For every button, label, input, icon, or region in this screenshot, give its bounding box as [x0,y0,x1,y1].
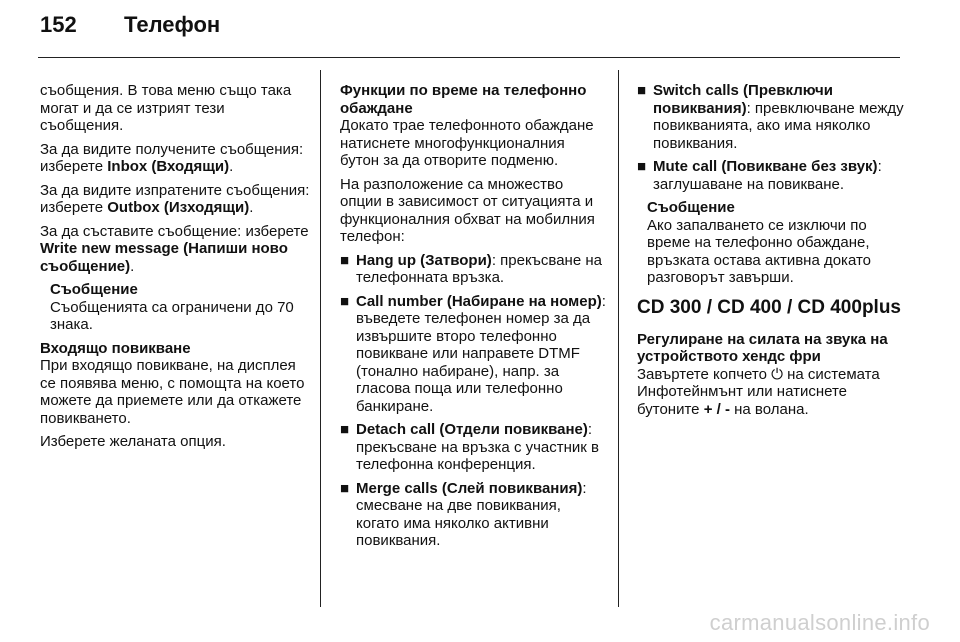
bullet-icon: ■ [340,421,350,438]
list-item [637,82,905,152]
text: на системата Инфотейнмънт или натиснете бутоните [637,365,880,418]
watermark: carmanualsonline.info [709,610,930,635]
subheading-call-functions: Функции по време на телефонно обаждане [340,82,587,117]
bullet-icon: ■ [340,292,350,310]
paragraph: За да съставите съобщение: изберете Write new message (Напиши ново съобщение). [40,222,309,275]
option-desc: : заглушаване на повикване. [653,158,882,193]
note-box [637,199,905,287]
option-name: Detach call (Отдели повикване) [356,421,588,438]
menu-option-outbox: Outbox (Изходящи) [107,199,250,216]
option-desc: : прекъсване на телефонната връзка. [356,251,602,286]
page-title: Телефон [124,12,221,37]
paragraph: При входящо повикване, на дисплея се появява меню, с помощта на което можете да приемете или да откажете повикването. [40,357,305,427]
option-name: Hang up (Затвори) [356,251,492,269]
option-desc: : превключване между повикванията, ако има няколко повиквания. [653,99,904,152]
bullet-icon: ■ [340,251,350,269]
paragraph: На разположение са множество опции в зависимост от ситуацията и функционалния обхват на мобилния телефон: [340,175,595,245]
paragraph [637,366,905,419]
paragraph: съобщения. В това меню също така могат и да се изтрият тези съобщения. [40,82,292,134]
list-item [637,158,905,193]
column-1 [40,82,312,457]
section-heading-cd: CD 300 / CD 400 / CD 400plus [637,296,901,318]
column-3 [637,82,905,424]
list-item [340,252,608,287]
bullet-icon: ■ [637,158,647,175]
list-item [340,293,608,416]
column-divider-1 [320,70,321,607]
note-text: Съобщенията са ограничени до 70 знака. [50,298,294,333]
note-title: Съобщение [50,281,138,298]
menu-option-inbox: Inbox (Входящи) [107,158,230,175]
text: на волана. [729,400,809,418]
option-name: Switch calls (Превключи повиквания) [653,82,833,117]
bullet-icon: ■ [340,479,350,497]
plus-minus-buttons: + / - [703,400,730,418]
note-title: Съобщение [647,199,735,216]
column-2 [340,82,608,556]
text: За да съставите съобщение: изберете [40,222,309,240]
option-desc: : смесване на две повиквания, когато има няколко активни повиквания. [356,479,587,549]
subheading-volume: Регулиране на силата на звука на устройството хендс фри [637,330,888,365]
note-box [40,281,312,334]
bullet-icon: ■ [637,82,647,99]
paragraph: Изберете желаната опция. [40,433,226,450]
page-number: 152 [40,12,77,37]
list-item [340,421,608,474]
subheading-incoming-call: Входящо повикване [40,339,191,357]
page-header [40,12,220,52]
paragraph: За да видите получените съобщения: изберете Inbox (Входящи). [40,140,304,175]
note-text: Ако запалването се изключи по време на телефонно обаждане, връзката остава активна докато разговорът завърши. [647,216,872,286]
option-name: Merge calls (Слей повиквания) [356,479,583,497]
option-desc: : въведете телефонен номер за да извършите второ телефонно повикване или направете DTMF (тонално набиране), напр. за гласова поща или телефонно банкиране. [356,292,606,415]
power-knob-icon: ⏻ [771,365,783,383]
paragraph: Докато трае телефонното обаждане натиснете многофункционалния бутон за да отворите подменю. [340,117,594,169]
column-divider-2 [618,70,619,607]
paragraph: За да видите изпратените съобщения: изберете Outbox (Изходящи). [40,181,310,216]
header-rule [38,57,900,58]
option-name: Call number (Набиране на номер) [356,292,602,310]
text: За да видите изпратените съобщения: изберете [40,181,310,216]
text: За да видите получените съобщения: изберете [40,140,304,175]
option-name: Mute call (Повикване без звук) [653,158,878,175]
menu-option-write-new: Write new message (Напиши ново съобщение) [40,240,288,275]
text: Завъртете копчето [637,365,772,383]
option-desc: : прекъсване на връзка с участник в телефонна конференция. [356,421,599,473]
list-item [340,480,608,550]
